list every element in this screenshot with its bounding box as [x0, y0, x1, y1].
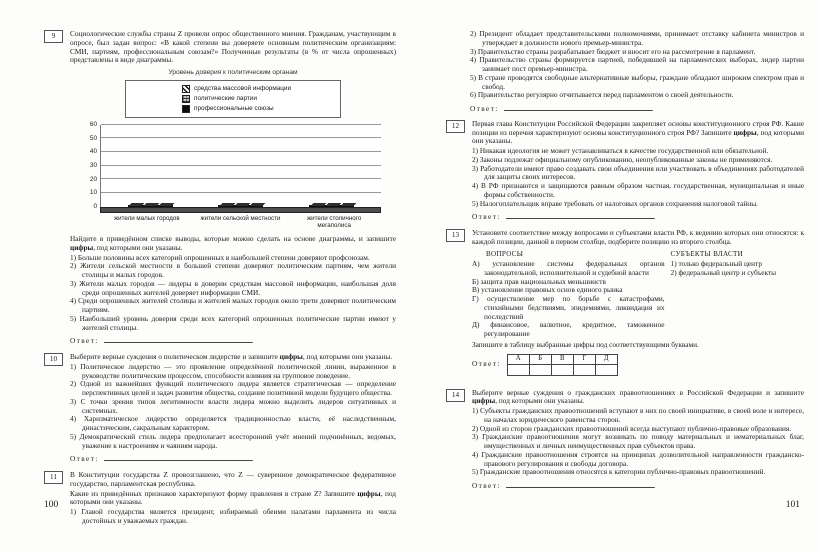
- list-item: 4) Правительство страны формируется партией, победившей на парламентских выборах, лидер партии занимает пост премьер-министра.: [470, 55, 804, 73]
- task-12-options: [472, 147, 804, 208]
- task-14-options: [472, 407, 804, 477]
- task-13-col1-header: ВОПРОСЫ: [486, 249, 524, 258]
- list-item: 3) Работодатели имеют право создавать свои объединения или участвовать в объединениях работодателей для защиты своих интересов.: [472, 163, 804, 182]
- bar-series-1: [143, 205, 158, 207]
- list-item: 1) только федеральный центр: [670, 259, 762, 268]
- chart-floor: [100, 207, 381, 213]
- y-axis-tick: 40: [89, 148, 97, 156]
- answer-blank: [104, 335, 252, 343]
- bar-series-2: [248, 205, 263, 207]
- chart-plot: [100, 125, 381, 207]
- legend-item: [182, 84, 336, 94]
- y-axis-tick: 60: [89, 120, 97, 128]
- answer-table-cell: [507, 365, 529, 376]
- answer-blank: [506, 211, 654, 219]
- answer-table-letter: Г: [573, 354, 595, 365]
- task-13-intro: Установите соответствие между вопросами и субъектами власти РФ, к ведению которых они относятся: к каждой позиции, данной в первом столбце, подберите позицию из второго столбца.: [472, 228, 804, 246]
- answer-blank: [504, 103, 652, 111]
- legend-label: средства массовой информации: [194, 84, 292, 92]
- list-item: 3) С точки зрения типов легитимности власти лидера можно выделить лидеров ситуативных и системных.: [70, 396, 396, 415]
- task-10-number: 10: [44, 353, 63, 366]
- task-12-answer: Ответ: .: [472, 212, 656, 222]
- bar-group: [218, 205, 263, 207]
- list-item: 4) В РФ признаются и защищаются равным образом частная, государственная, муниципальная и иные формы собственности.: [472, 181, 804, 199]
- list-item: В) установление правовых основ единого рынка: [472, 285, 623, 295]
- task-9-number: 9: [44, 30, 63, 43]
- legend-marker-icon: [182, 85, 190, 93]
- x-axis-label: жители столичного мегаполиса: [307, 214, 362, 230]
- answer-table-letter: В: [551, 354, 573, 365]
- legend-item: [182, 104, 336, 114]
- task-11-number: 11: [44, 471, 63, 484]
- task-13-questions: [472, 260, 665, 339]
- task-11-options: [70, 508, 396, 526]
- list-item: 2) Президент обладает представительскими полномочиями, принимает отставку кабинета министров и утверждает в должности нового премьер-министра.: [470, 29, 804, 47]
- answer-blank: [104, 453, 252, 461]
- bar-series-0: [128, 205, 143, 207]
- list-item: 4) Среди опрошенных жителей столицы и жителей малых городов около трети доверяют политическим партиям.: [70, 296, 396, 315]
- bar-series-1: [233, 205, 248, 207]
- task-13-answer: Ответ: А Б В Г Д: [472, 354, 804, 376]
- task-9-intro: Социологические службы страны Z провели опрос общественного мнения. Гражданам, участвующим в опросе, был задан вопрос: «В какой степени вы доверяете основным политическим организациям: СМИ, партиям, профессиональным союзам?» Полученные результаты (в % от числа опрошенных) представлены в виде диаграммы.: [70, 29, 396, 65]
- list-item: Д) финансовое, валютное, кредитное, таможенное регулирование: [472, 320, 665, 338]
- page-number-right: 101: [785, 499, 800, 510]
- task-10: [44, 353, 396, 464]
- bar-group: [128, 205, 173, 207]
- task-10-intro: Выберите верные суждения о политическом лидерстве и запишите цифры, под которыми они указаны.: [70, 352, 393, 362]
- list-item: 5) Налогоплательщик вправе требовать от налоговых органов сохранения налоговой тайны.: [472, 198, 758, 208]
- task-13-number: 13: [446, 229, 465, 242]
- list-item: 2) Законы подлежат официальному опубликованию, неопубликованные законы не применяются.: [472, 154, 773, 164]
- legend-label: профессиональные союзы: [194, 104, 274, 112]
- task-13-subjects: [671, 260, 804, 278]
- answer-table: [507, 354, 618, 376]
- bar-series-0: [218, 205, 233, 207]
- list-item: 5) В стране проводятся свободные альтернативные выборы, граждане обладают широким спектром прав и свобод.: [470, 72, 804, 91]
- list-item: 2) Одной из сторон гражданских правоотношений всегда выступают публично-правовые образования.: [472, 423, 792, 433]
- list-item: 1) Больше половины всех категорий опрошенных в наибольшей степени доверяют профсоюзам.: [70, 252, 370, 262]
- task-11-answer: Ответ: .: [470, 104, 654, 113]
- y-axis-tick: 20: [89, 175, 97, 183]
- list-item: Г) осуществление мер по борьбе с катастрофами, стихийными бедствиями, эпидемиями, ликвидация их последствий: [472, 294, 665, 321]
- task-14-number: 14: [446, 389, 465, 402]
- task-9-options: [70, 254, 396, 333]
- answer-table-cell: [573, 365, 595, 376]
- bar-series-2: [339, 205, 354, 207]
- task-9: [44, 30, 396, 346]
- list-item: 1) Никакая идеология не может устанавливаться в качестве государственной или обязательной.: [472, 146, 769, 155]
- answer-blank: [506, 480, 654, 488]
- list-item: 3) Жители малых городов — лидеры в доверии средствам массовой информации, наибольшая доля среди опрошенных жителей доверяет информации СМИ.: [70, 278, 396, 297]
- task-11-paragraph-2: Какие из приведённых признаков характеризуют форму правления в стране Z? Запишите цифры, под которыми они указаны.: [70, 488, 396, 507]
- task-11-paragraph-1: В Конституции государства Z провозглашено, что Z — суверенное демократическое федеративное государство, парламентская республика.: [70, 470, 396, 488]
- legend-marker-icon: [182, 95, 190, 103]
- chart-legend: [125, 80, 341, 118]
- legend-label: политические партии: [194, 94, 257, 102]
- list-item: 2) Одной из важнейших функций политического лидера является стратегическая — определение перспективных целей и задач развития общества, создание позитивной модели будущего общества.: [70, 379, 396, 398]
- list-item: 2) Жители сельской местности в большей степени доверяют политическим партиям, чем жители столицы и малых городов.: [70, 261, 396, 280]
- list-item: Б) защита прав национальных меньшинств: [472, 276, 606, 286]
- answer-table-letter: Д: [595, 354, 617, 365]
- list-item: 2) федеральный центр и субъекты: [670, 267, 777, 277]
- list-item: 1) Главой государства является президент, избираемый обеими палатами парламента из числа достойных и уважаемых граждан.: [70, 507, 396, 525]
- list-item: 3) Правительство страны разрабатывает бюджет и вносит его на рассмотрение в парламент.: [470, 46, 756, 56]
- x-axis-label: жители сельской местности: [200, 214, 281, 222]
- list-item: 5) Демократический стиль лидера предполагает всесторонний учёт мнений подчинённых, ведомых, уважение к настроениям и чаяниям народа.: [70, 431, 396, 450]
- answer-table-cell: [551, 365, 573, 376]
- answer-table-letter: Б: [529, 354, 551, 365]
- task-13-col2-header: СУБЪЕКТЫ ВЛАСТИ: [670, 249, 744, 258]
- task-9-instruction: Найдите в приведённом списке выводы, которые можно сделать на основе диаграммы, и запишите цифры, под которыми они указаны.: [70, 234, 396, 252]
- bar-group: [309, 205, 354, 207]
- list-item: 5) Наибольший уровень доверия среди всех категорий опрошенных политические партии имеют у жителей столицы.: [70, 313, 396, 332]
- task-14-answer: Ответ: .: [472, 481, 656, 490]
- list-item: 6) Правительство регулярно отчитывается перед парламентом о своей деятельности.: [470, 90, 734, 100]
- page-right: [410, 0, 820, 553]
- task-13: [446, 229, 804, 382]
- page-number-left: 100: [44, 499, 59, 510]
- task-11: [44, 471, 396, 526]
- y-axis-tick: 0: [93, 202, 97, 210]
- task-9-answer: Ответ: .: [70, 336, 254, 346]
- answer-table-cell: [529, 365, 551, 376]
- task-11-continuation: [470, 30, 804, 114]
- chart-yaxis: [85, 120, 100, 210]
- task-14-intro: Выберите верные суждения о гражданских правоотношениях в Российской Федерации и запишите цифры, под которыми они указаны.: [472, 387, 804, 406]
- task-13-outro: Запишите в таблицу выбранные цифры под соответствующими буквами.: [472, 339, 699, 349]
- task-12-number: 12: [446, 120, 465, 133]
- task-13-matching: [472, 249, 804, 339]
- x-axis-label: жители малых городов: [114, 214, 180, 222]
- chart-title: Уровень доверия к политическим органам: [168, 69, 298, 76]
- y-axis-tick: 30: [89, 161, 97, 169]
- legend-item: [182, 94, 336, 104]
- task-12: [446, 120, 804, 222]
- task-12-intro: Первая глава Конституции Российской Федерации закрепляет основы конституционного строя РФ. Какие позиции из перечня характеризуют основы конституционного строя РФ? Запишите цифры, под которыми они указаны.: [472, 118, 804, 146]
- bar-series-0: [309, 205, 324, 207]
- bar-series-2: [158, 205, 173, 207]
- list-item: 5) Гражданские правоотношения относятся к категории публично-правовых правоотношений.: [472, 467, 766, 477]
- task-10-options: [70, 363, 396, 451]
- list-item: 1) Политическое лидерство — это проявление определённой политической линии, выраженное в руководстве политическим процессом, способности влияния на групповое поведение.: [70, 361, 396, 380]
- y-axis-tick: 10: [89, 189, 97, 197]
- answer-table-letter: А: [507, 354, 529, 365]
- task-14: [446, 389, 804, 491]
- trust-bar-chart: [85, 69, 381, 230]
- task-10-answer: Ответ: .: [70, 454, 254, 464]
- list-item: 1) Субъекты гражданских правоотношений вступают в них по своей инициативе, в своей воле и интересе, на началах юридического равенства сторон.: [472, 406, 804, 424]
- task-11-options-continued: [470, 30, 804, 100]
- list-item: 4) Гражданские правоотношения строятся на принципах дозволительной направленности гражданско-правового регулирования и свободы договора.: [472, 449, 804, 468]
- legend-marker-icon: [182, 105, 190, 113]
- bar-series-1: [324, 205, 339, 207]
- answer-table-cell: [595, 365, 617, 376]
- list-item: 3) Гражданские правоотношения могут возникать по поводу материальных и нематериальных благ, имущественных и личных неимущественных прав субъектов права.: [472, 432, 804, 450]
- chart-xlabels: [100, 215, 381, 231]
- list-item: А) установление системы федеральных органов законодательной, исполнительной и судебной власти: [472, 259, 665, 277]
- list-item: 4) Харизматическое лидерство определяется традиционностью власти, её наследственным, династическим, сакральным характером.: [70, 414, 396, 433]
- y-axis-tick: 50: [89, 134, 97, 142]
